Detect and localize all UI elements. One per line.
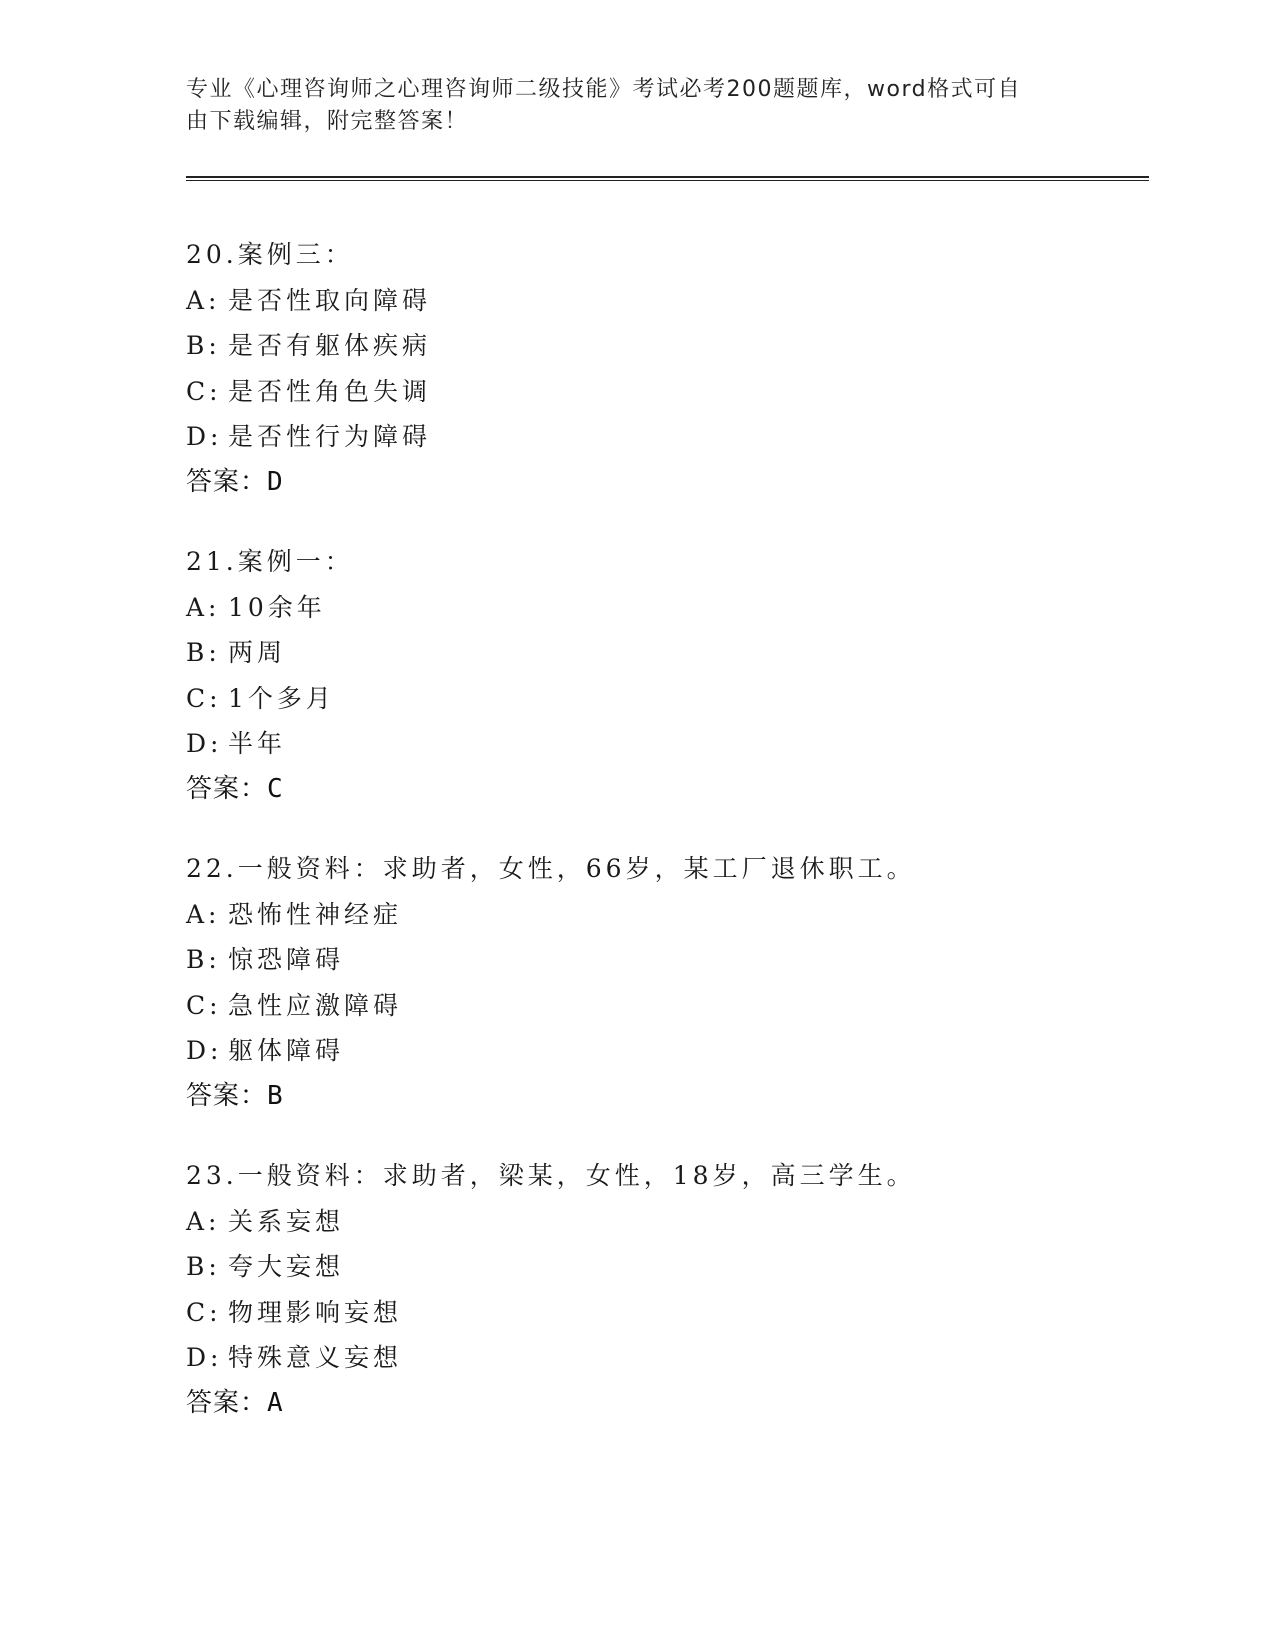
option-text: 夸大妄想 [228, 1252, 345, 1281]
question-21 [186, 539, 1146, 812]
option-text: 急性应激障碍 [228, 990, 403, 1020]
answer-label: 答案： [186, 1387, 268, 1418]
option-text: 两周 [228, 638, 287, 667]
option-text: 10余年 [228, 592, 326, 622]
option-letter: D: [186, 729, 223, 758]
option-text: 关系妄想 [228, 1206, 345, 1236]
option-letter: B: [186, 945, 221, 974]
option-a [186, 585, 1146, 631]
option-text: 1个多月 [228, 683, 335, 713]
question-stem: 22.一般资料：求助者，女性，66岁，某工厂退休职工。 [186, 854, 916, 883]
answer-value: A [267, 1387, 284, 1418]
option-letter: C: [186, 990, 222, 1020]
option-letter: A: [186, 1206, 221, 1236]
option-letter: D: [186, 422, 223, 451]
option-text: 惊恐障碍 [228, 945, 345, 974]
answer-line [186, 460, 1146, 506]
option-letter: C: [186, 683, 222, 713]
option-d [186, 721, 1146, 767]
answer-value: D [267, 466, 284, 497]
option-d [186, 414, 1146, 460]
question-stem: 21.案例一： [186, 547, 354, 576]
option-text: 特殊意义妄想 [228, 1343, 403, 1372]
question-stem: 20.案例三： [186, 240, 354, 269]
question-stem: 23.一般资料：求助者，梁某，女性，18岁，高三学生。 [186, 1161, 916, 1190]
option-text: 是否性行为障碍 [228, 422, 432, 451]
answer-line [186, 767, 1146, 813]
option-letter: A: [186, 899, 221, 929]
option-letter: D: [186, 1343, 223, 1372]
question-23 [186, 1153, 1146, 1426]
option-a [186, 892, 1146, 938]
answer-label: 答案： [186, 1080, 268, 1111]
option-b [186, 323, 1146, 369]
option-a [186, 278, 1146, 324]
option-text: 是否性取向障碍 [228, 285, 432, 315]
option-d [186, 1335, 1146, 1381]
option-d [186, 1028, 1146, 1074]
option-c [186, 676, 1146, 722]
option-text: 半年 [228, 729, 287, 758]
option-b [186, 630, 1146, 676]
option-c [186, 1290, 1146, 1336]
answer-label: 答案： [186, 466, 268, 497]
option-letter: B: [186, 638, 221, 667]
document-header [186, 74, 1066, 138]
question-list [186, 232, 1146, 1460]
option-letter: A: [186, 285, 221, 315]
answer-line [186, 1074, 1146, 1120]
header-double-rule [186, 176, 1149, 181]
option-letter: D: [186, 1036, 223, 1065]
option-c [186, 983, 1146, 1029]
option-letter: C: [186, 1297, 222, 1327]
header-line-2: 由下载编辑，附完整答案！ [186, 109, 469, 134]
option-c [186, 369, 1146, 415]
option-text: 恐怖性神经症 [228, 899, 403, 929]
option-letter: B: [186, 331, 221, 360]
answer-value: B [267, 1080, 284, 1111]
answer-line [186, 1381, 1146, 1427]
question-20 [186, 232, 1146, 505]
question-22 [186, 846, 1146, 1119]
option-letter: B: [186, 1252, 221, 1281]
answer-label: 答案： [186, 773, 268, 804]
option-letter: C: [186, 376, 222, 406]
option-text: 躯体障碍 [228, 1036, 345, 1065]
option-text: 是否有躯体疾病 [228, 331, 432, 360]
option-a [186, 1199, 1146, 1245]
option-b [186, 937, 1146, 983]
option-text: 物理影响妄想 [228, 1297, 403, 1327]
option-b [186, 1244, 1146, 1290]
option-letter: A: [186, 592, 221, 622]
header-line-1: 专业《心理咨询师之心理咨询师二级技能》考试必考200题题库，word格式可自 [186, 77, 1022, 102]
option-text: 是否性角色失调 [228, 376, 432, 406]
answer-value: C [267, 773, 284, 804]
